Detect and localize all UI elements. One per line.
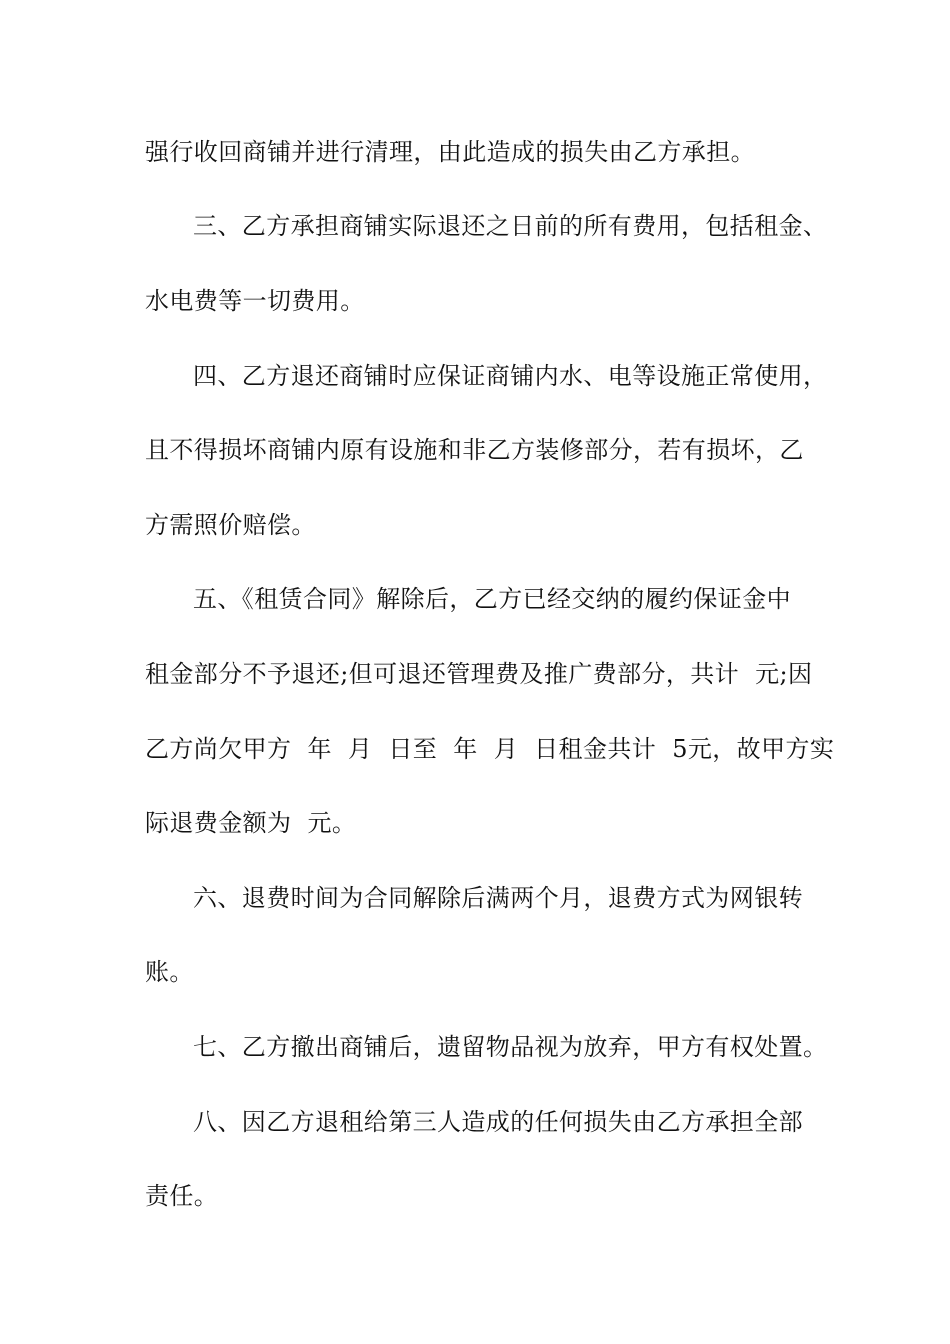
paragraph-line: 七、乙方撤出商铺后，遗留物品视为放弃，甲方有权处置。 [193, 1033, 828, 1061]
paragraph-line: 六、退费时间为合同解除后满两个月，退费方式为网银转 [193, 884, 803, 912]
paragraph-line: 五、《租赁合同》解除后，乙方已经交纳的履约保证金中 [193, 585, 791, 613]
paragraph-line: 乙方尚欠甲方 年 月 日至 年 月 日租金共计 5元，故甲方实 [145, 735, 835, 763]
paragraph-line: 责任。 [145, 1182, 219, 1210]
paragraph-line: 账。 [145, 958, 194, 986]
paragraph-line: 且不得损坏商铺内原有设施和非乙方装修部分，若有损坏，乙 [145, 436, 804, 464]
paragraph-line: 租金部分不予退还;但可退还管理费及推广费部分，共计 元;因 [145, 660, 813, 688]
paragraph-line: 际退费金额为 元。 [145, 809, 357, 837]
paragraph-line: 方需照价赔偿。 [145, 511, 316, 539]
paragraph-line: 三、乙方承担商铺实际退还之日前的所有费用，包括租金、 [193, 212, 828, 240]
paragraph-line: 水电费等一切费用。 [145, 287, 365, 315]
paragraph-line: 八、因乙方退租给第三人造成的任何损失由乙方承担全部 [193, 1108, 803, 1136]
paragraph-line: 四、乙方退还商铺时应保证商铺内水、电等设施正常使用， [193, 362, 828, 390]
paragraph-line: 强行收回商铺并进行清理，由此造成的损失由乙方承担。 [145, 138, 755, 166]
